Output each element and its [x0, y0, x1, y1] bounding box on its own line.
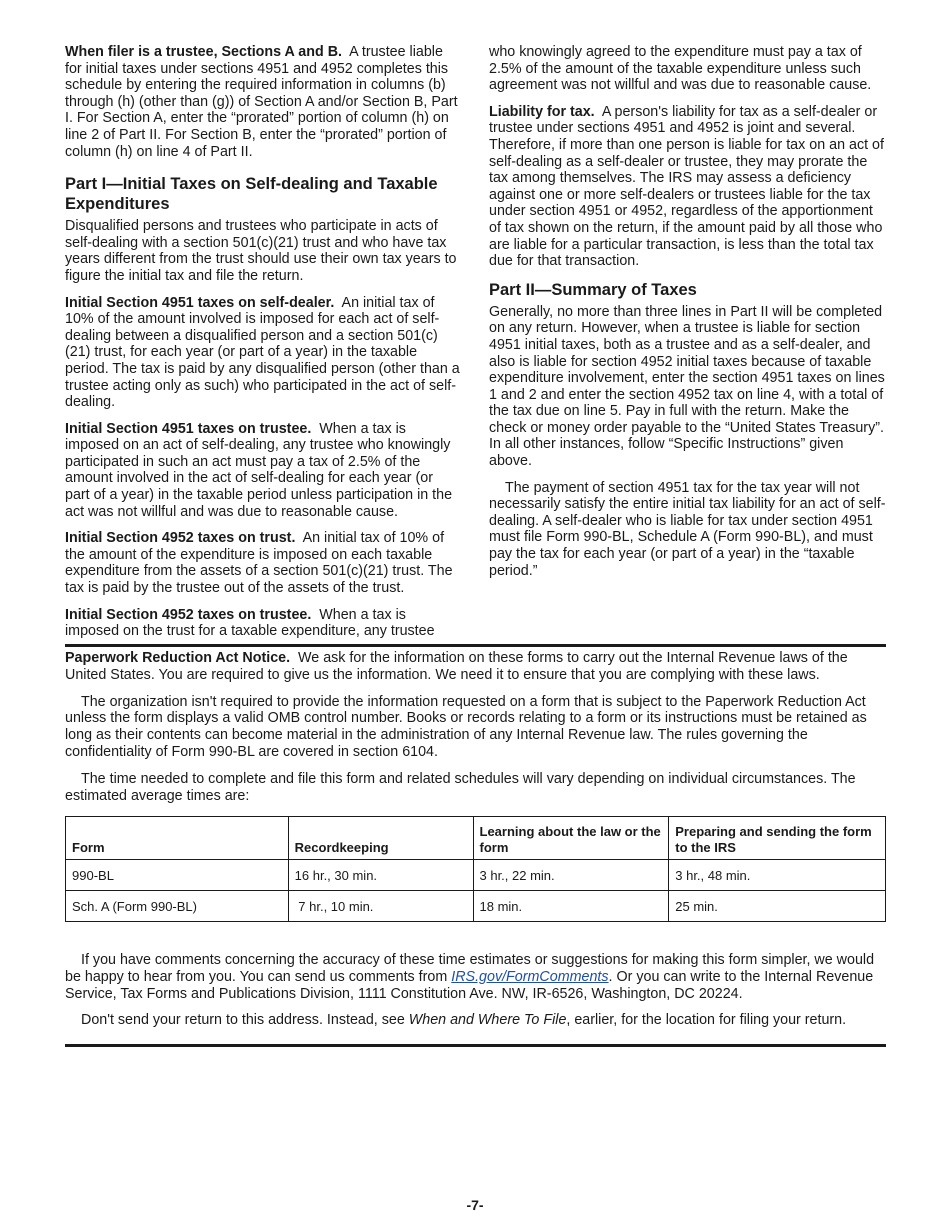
time-paragraph: The time needed to complete and file this form and related schedules will vary depending on individual circumstances. The estimated average times are:	[65, 770, 856, 804]
omb-paragraph: The organization isn't required to provide the information requested on a form that is subject to the Paperwork Reduction Act unless the form displays a valid OMB control number. Books or records relating to a form or its instructions must be retained as long as their contents can become material in the administration of any Internal Revenue law. The rules governing the confidentiality of Form 990-BL are covered in section 6104.	[65, 693, 867, 760]
s4951-selfdealer-lead: Initial Section 4951 taxes on self-dealer.	[65, 294, 335, 311]
dont-send-after: , earlier, for the location for filing your return.	[566, 1012, 847, 1029]
pra-lead: Paperwork Reduction Act Notice.	[65, 650, 291, 666]
pra-notice	[65, 650, 886, 814]
s4951-trustee-paragraph	[65, 421, 460, 521]
header-preparing: Preparing and sending the form to the IRS	[669, 817, 886, 860]
table-cell: 990-BL	[66, 860, 289, 891]
trustee-lead: When filer is a trustee, Sections A and B.	[65, 44, 342, 60]
pra-paragraph	[65, 650, 886, 684]
page-number: -7-	[466, 1197, 484, 1213]
table-cell: 16 hr., 30 min.	[288, 860, 473, 891]
continuation-paragraph: who knowingly agreed to the expenditure must pay a tax of 2.5% of the amount of the taxable expenditure unless such agreement was not willful and was due to reasonable cause.	[489, 44, 872, 94]
left-column	[65, 44, 460, 650]
table-row	[66, 891, 886, 922]
s4952-trust-paragraph	[65, 530, 460, 596]
comments-section	[65, 952, 886, 1039]
liability-paragraph	[489, 104, 886, 270]
form-comments-link[interactable]: IRS.gov/FormComments	[451, 968, 609, 985]
comments-paragraph	[65, 952, 886, 1002]
dont-send-before: Don't send your return to this address. Instead, see	[81, 1012, 409, 1029]
header-form: Form	[66, 817, 289, 860]
comments-text-after: . Or you can write to the Internal Revenue Service, Tax Forms and Publications Division, 1111 Constitution Ave. NW, IR-6526, Washington, DC 20224.	[65, 968, 874, 1002]
table-cell: 18 min.	[473, 891, 669, 922]
comments-text-before: If you have comments concerning the accuracy of these time estimates or suggestions for making this form simpler, we would be happy to hear from you. You can send us comments from	[65, 952, 875, 985]
table-cell: 25 min.	[669, 891, 886, 922]
header-recordkeeping: Recordkeeping	[288, 817, 473, 860]
section-divider-bottom	[65, 1044, 886, 1047]
dont-send-paragraph	[65, 1012, 886, 1029]
table-cell: 7 hr., 10 min.	[288, 891, 473, 922]
right-column	[489, 44, 886, 589]
part2-paragraph: Generally, no more than three lines in Part II will be completed on any return. However, when a trustee is liable for section 4951 initial taxes, both as a trustee and as a self-dealer, and also is liable for section 4952 initial taxes because of taxable expenditure involvement, enter the section 4951 taxes on lines 1 and 2 and enter the section 4952 tax on line 4, with a total of the tax due on line 5. Pay in full with the return. Make the check or money order payable to the “United States Treasury”. In all other instances, follow “Specific Instructions” given above.	[489, 303, 885, 470]
table-row	[66, 860, 886, 891]
when-where-to-file-ref: When and Where To File	[408, 1012, 567, 1029]
header-learning: Learning about the law or the form	[473, 817, 669, 860]
s4952-trust-lead: Initial Section 4952 taxes on trust.	[65, 530, 296, 547]
s4952-trustee-lead: Initial Section 4952 taxes on trustee.	[65, 606, 312, 623]
table-cell: 3 hr., 48 min.	[669, 860, 886, 891]
table-cell: Sch. A (Form 990-BL)	[66, 891, 289, 922]
time-estimates-table	[65, 816, 886, 922]
s4951-selfdealer-text: An initial tax of 10% of the amount involved is imposed for each act of self-dealing between a disqualified person and a section 501(c)(21) trust, for each year (or part of a year) in the taxable period. The tax is paid by any disqualified person (other than a trustee acting only as such) who participated in the act of self-dealing.	[65, 294, 460, 411]
s4952-trust-text: An initial tax of 10% of the amount of the expenditure is imposed on each taxable expenditure from the assets of a section 501(c)(21) trust. The tax is paid by the trustee out of the assets of the trust.	[65, 530, 453, 597]
s4951-trustee-text: When a tax is imposed on an act of self-dealing, any trustee who knowingly participated in such an act must pay a tax of 2.5% of the amount involved in the act of self-dealing for each year (or part of a year) in the taxable period unless participation in the act was not willful and was due to reasonable cause.	[65, 420, 453, 520]
part1-intro: Disqualified persons and trustees who participate in acts of self-dealing with a section 501(c)(21) trust and who have tax years different from the trust should use their own tax years to figure the initial tax and file the return.	[65, 218, 457, 284]
table-cell: 3 hr., 22 min.	[473, 860, 669, 891]
section-divider-top	[65, 644, 886, 647]
s4951-selfdealer-paragraph	[65, 295, 460, 411]
liability-text: A person's liability for tax as a self-dealer or trustee under sections 4951 and 4952 is joint and several. Therefore, if more than one person is liable for tax on an act of self-dealing as a self-dealer or trustee, they may prorate the tax among themselves. The IRS may assess a deficiency against one or more self-dealers or trustees liable for the tax under section 4951 or 4952, regardless of the apportionment of tax shown on the return, if the amount paid by all those who are liable for a particular transaction, is less than the total tax due for that transaction.	[489, 103, 884, 270]
table-header-row	[66, 817, 886, 860]
s4952-trustee-text: When a tax is imposed on the trust for a taxable expenditure, any trustee	[65, 606, 435, 640]
liability-lead: Liability for tax.	[489, 103, 595, 120]
s4951-trustee-lead: Initial Section 4951 taxes on trustee.	[65, 420, 312, 437]
s4952-trustee-paragraph	[65, 607, 460, 640]
trustee-text: A trustee liable for initial taxes under sections 4951 and 4952 completes this schedule by entering the required information in columns (b) through (h) (other than (g)) of Section A and/or Section B, Part I. For Section A, enter the “prorated” portion of column (h) on line 2 of Part II. For Section B, enter the “prorated” portion of column (h) on line 4 of Part II.	[65, 44, 458, 160]
pra-text: We ask for the information on these forms to carry out the Internal Revenue laws of the United States. You are required to give us the information. We need it to ensure that you are complying with these laws.	[65, 650, 848, 683]
part2-heading: Part II—Summary of Taxes	[489, 280, 697, 299]
part1-heading: Part I—Initial Taxes on Self-dealing and Taxable Expenditures	[65, 175, 438, 214]
trustee-paragraph	[65, 44, 460, 160]
payment-paragraph: The payment of section 4951 tax for the tax year will not necessarily satisfy the entire initial tax liability for an act of self-dealing. A self-dealer who is liable for tax under section 4951 must file Form 990-BL, Schedule A (Form 990-BL), and must pay the tax for each year (or part of a year) in the “taxable period.”	[489, 479, 886, 579]
